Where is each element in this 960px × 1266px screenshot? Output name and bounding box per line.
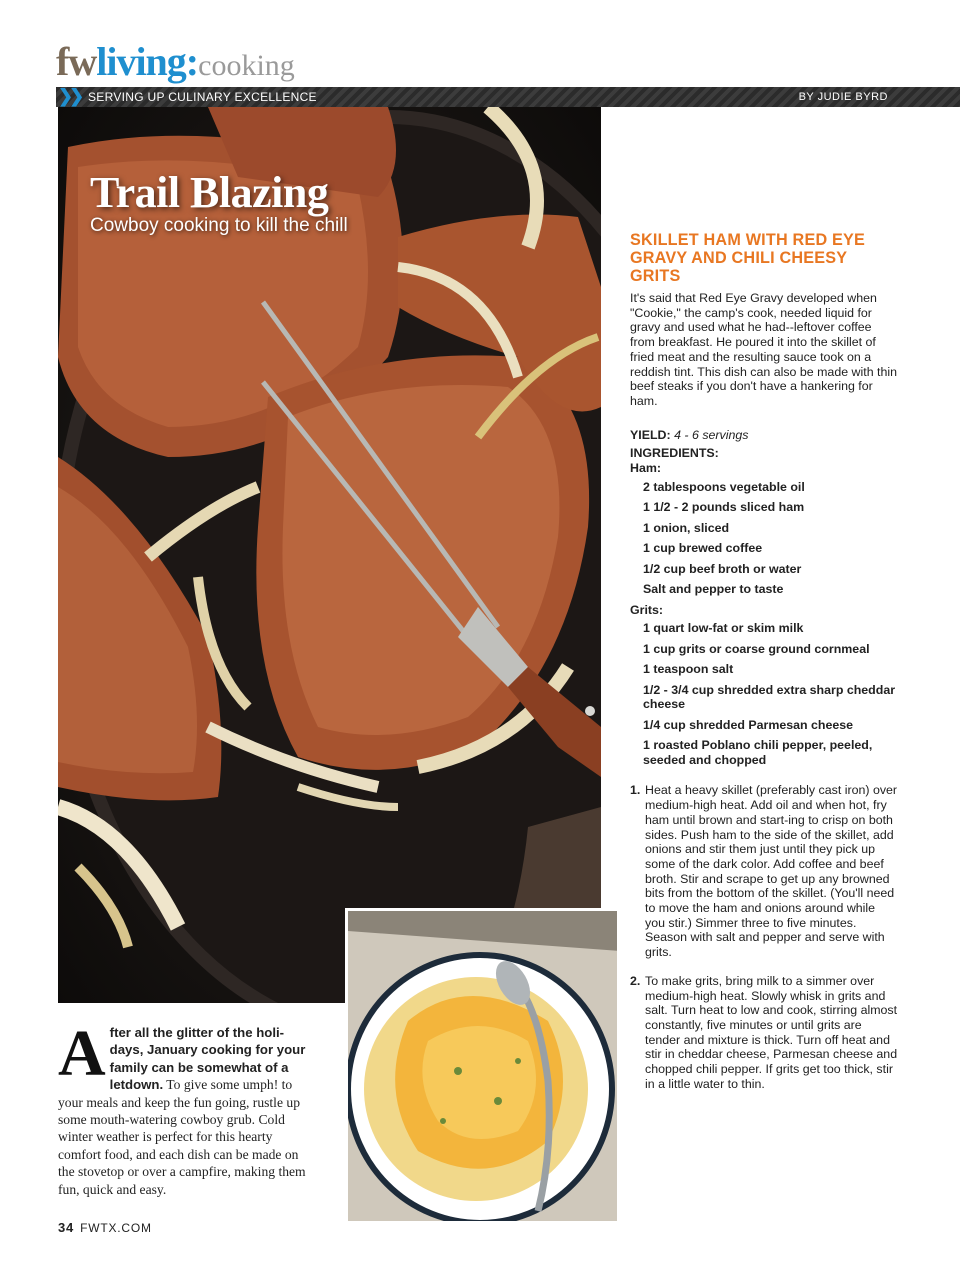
cheesy-grits-illustration xyxy=(348,911,617,1221)
yield-value: 4 - 6 servings xyxy=(674,427,749,442)
step-number: 2. xyxy=(630,973,641,988)
recipe-column xyxy=(630,231,898,1106)
page-number: 34 xyxy=(58,1220,75,1235)
ham-ingredients-list xyxy=(643,480,898,597)
step-text: To make grits, bring milk to a simmer over medium-high heat. Slowly whisk in grits and salt. Turn heat to low and cook, stirring almost constantly, five minutes or until grits are tender and mixture is thick. Turn off heat and stir in cheddar cheese, Parmesan cheese and chopped chili pepper. If grits get too thick, stir in a little water to thin. xyxy=(645,973,898,1091)
article-title: Trail Blazing xyxy=(90,168,329,217)
recipe-description: It's said that Red Eye Gravy developed when "Cookie," the camp's cook, needed liquid for gravy and used what he had--leftover coffee from breakfast. He poured it into the skillet of fried meat and the resulting sauce took on a reddish tint. This dish can also be made with thin beef steaks if you don't have a hankering for ham. xyxy=(630,291,898,408)
list-item: 2 tablespoons vegetable oil xyxy=(643,479,805,494)
list-item: 1 teaspoon salt xyxy=(643,662,734,677)
list-item: 1/2 - 3/4 cup shredded extra sharp cheddar cheese xyxy=(643,682,896,712)
intro-paragraph xyxy=(58,1017,316,1198)
step-item xyxy=(630,974,898,1092)
list-item: 1 cup grits or coarse ground cornmeal xyxy=(643,641,870,656)
double-chevron-icon: ❯❯ xyxy=(58,86,81,106)
intro-body: To give some umph! to your meals and keep the fun going, rustle up some mouth-watering cowboy grub. Cold winter weather is perfect for this hearty comfort food, and each dish can be made on the stovetop or over a campfire, making them fun, quick and easy. xyxy=(58,1077,306,1197)
list-item: 1 onion, sliced xyxy=(643,520,730,535)
recipe-yield xyxy=(630,428,898,443)
drop-cap: A xyxy=(58,1017,106,1090)
brand-section: cooking xyxy=(198,49,295,82)
list-item: 1 1/2 - 2 pounds sliced ham xyxy=(643,500,805,515)
section-masthead xyxy=(56,38,295,84)
author-byline: BY JUDIE BYRD xyxy=(798,91,888,103)
grits-photo xyxy=(345,908,617,1221)
site-url: FWTX.COM xyxy=(80,1221,152,1235)
list-item: 1 roasted Poblano chili pepper, peeled, seeded and chopped xyxy=(643,738,873,767)
brand-living: living: xyxy=(96,39,199,84)
list-item: 1/4 cup shredded Parmesan cheese xyxy=(643,717,854,732)
banner-tagline: SERVING UP CULINARY EXCELLENCE xyxy=(88,90,317,104)
ham-label: Ham: xyxy=(630,461,661,476)
page-footer xyxy=(58,1220,152,1235)
step-text: Heat a heavy skillet (preferably cast iron) over medium-high heat. Add oil and when hot, fry ham until brown and start-ing to crisp on both sides. Push ham to the side of the skillet, add onions and stir them just until they pick up some of the dark color. Add coffee and beef broth. Stir and scrape to get up any browned bits from the bottom of the skillet. (You'll need to move the ham and onions around while you stir.) Simmer three to five minutes. Season with salt and pepper and serve with grits. xyxy=(645,783,898,960)
step-number: 1. xyxy=(630,783,641,798)
article-subtitle: Cowboy cooking to kill the chill xyxy=(90,215,348,236)
skillet-ham-illustration xyxy=(58,107,601,1003)
hero-photo-skillet-ham xyxy=(58,107,601,1003)
recipe-steps xyxy=(630,783,898,1091)
brand-fw: fw xyxy=(56,39,97,84)
list-item: Salt and pepper to taste xyxy=(643,582,784,597)
recipe-title: SKILLET HAM WITH RED EYE GRAVY AND CHILI CHEESY GRITS xyxy=(630,231,866,285)
grits-ingredients-list xyxy=(643,621,898,767)
intro-lead: fter all the glitter of the holi-days, January cooking for your family can be somewhat of a letdown. xyxy=(109,1025,306,1093)
list-item: 1/2 cup beef broth or water xyxy=(643,561,802,576)
grits-label: Grits: xyxy=(630,602,664,617)
list-item: 1 quart low-fat or skim milk xyxy=(643,621,804,636)
ingredients-label: INGREDIENTS: xyxy=(630,446,719,461)
section-banner xyxy=(56,87,960,107)
list-item: 1 cup brewed coffee xyxy=(643,541,763,556)
yield-label: YIELD: xyxy=(630,427,671,442)
step-item xyxy=(630,783,898,959)
